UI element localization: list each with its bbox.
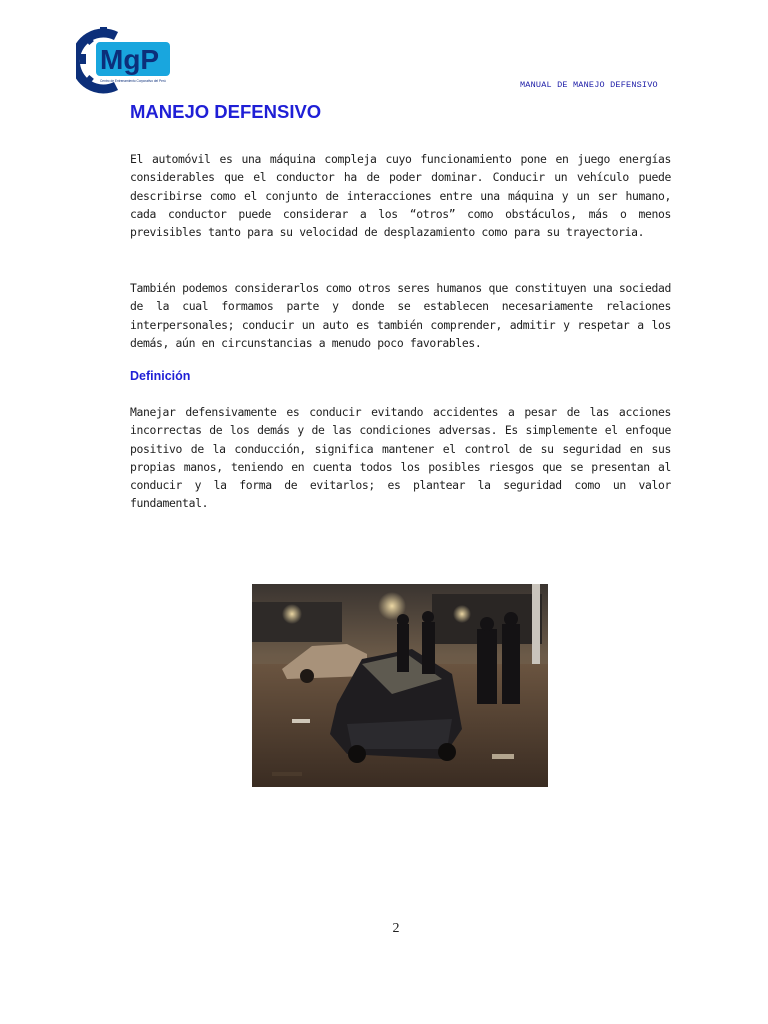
paragraph-intro: El automóvil es una máquina compleja cuyo funcionamiento pone en juego energías considerables que el conductor ha de poder dominar. Conducir un vehículo puede describirse como el conjunto de interacciones entre una máquina y un ser humano, cada conductor puede considerar a los “otros” como obstáculos, más o menos previsibles tanto para su velocidad de desplazamiento como para su trayectoria. <box>130 152 671 240</box>
paragraph-society: También podemos considerarlos como otros seres humanos que constituyen una sociedad de la cual formamos parte y donde se establecen necesariamente relaciones interpersonales; conducir un auto es también comprender, admitir y respetar a los demás, aún en circunstancias a menudo poco favorables. <box>130 281 671 350</box>
paragraph-definition: Manejar defensivamente es conducir evitando accidentes a pesar de las acciones incorrectas de los demás y de las condiciones adversas. Es simplemente el enfoque positivo de la conducción, significa mantener el control de su seguridad en sus propias manos, teniendo en cuenta todos los posibles riesgos que se presentan al conducir y la forma de evitarlos; es plantear la seguridad como un valor fundamental. <box>130 405 671 511</box>
manual-title: MANUAL DE MANEJO DEFENSIVO <box>520 80 658 90</box>
company-logo <box>76 24 186 94</box>
logo-text: MgP <box>100 44 160 75</box>
page-number: 2 <box>392 921 400 936</box>
logo-subtext: Centro de Entrenamiento Corporativo del Perú <box>100 79 166 83</box>
section-title-definition: Definición <box>130 369 191 383</box>
car-crash-photo <box>252 584 548 787</box>
page-title: MANEJO DEFENSIVO <box>130 101 322 122</box>
